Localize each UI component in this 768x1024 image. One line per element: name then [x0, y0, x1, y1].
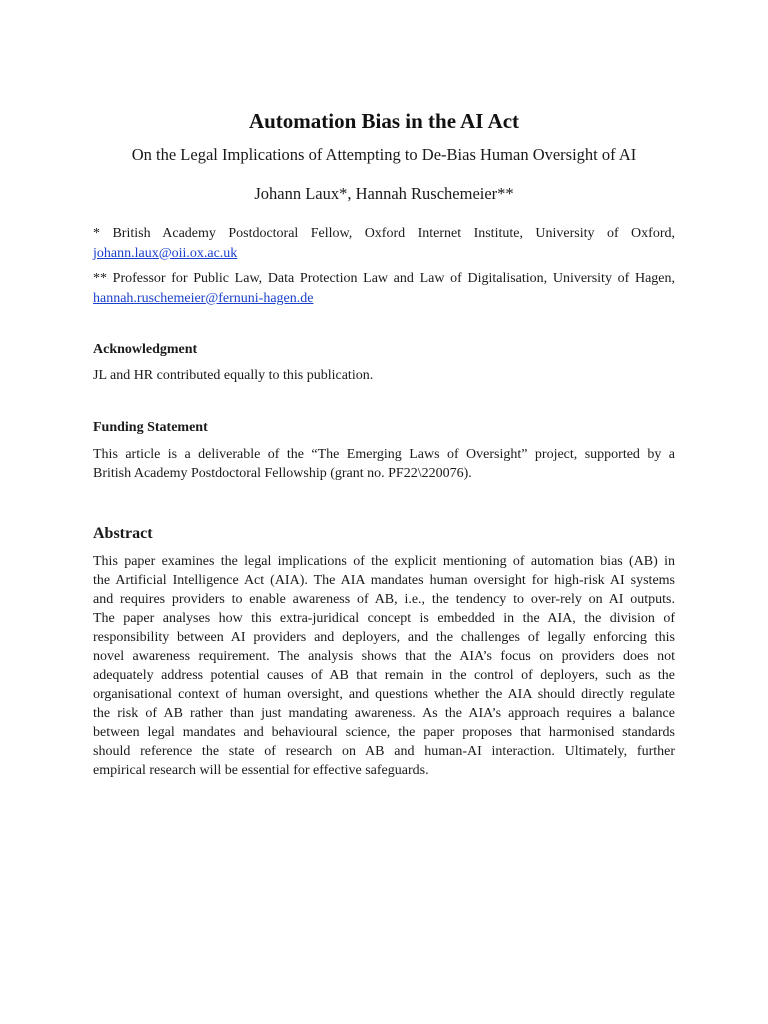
abstract-line: and requires providers to enable awareness of AB, i.e., the tendency to over-rely on AI outputs.	[93, 592, 675, 607]
affiliation-2	[93, 269, 675, 308]
abstract-line: empirical research will be essential for effective safeguards.	[93, 763, 429, 778]
abstract-line: should reference the state of research on AB and human-AI interaction. Ultimately, further	[93, 744, 675, 759]
email-link-2[interactable]: hannah.ruschemeier@fernuni-hagen.de	[93, 290, 314, 306]
abstract-line: The paper analyses how this extra-juridical concept is embedded in the AIA, the division of	[93, 611, 675, 626]
email-link-1[interactable]: johann.laux@oii.ox.ac.uk	[93, 245, 238, 261]
funding-body	[93, 445, 675, 483]
paper-title: Automation Bias in the AI Act	[248, 109, 520, 133]
affiliation-2-text: ** Professor for Public Law, Data Protection Law and Law of Digitalisation, University of Hagen,	[93, 271, 675, 286]
abstract-line: organisational context of human oversight, and questions whether the AIA should directly regulate	[93, 687, 675, 702]
affiliation-1	[93, 224, 675, 263]
abstract-heading: Abstract	[93, 525, 153, 542]
acknowledgment-heading: Acknowledgment	[93, 342, 198, 357]
paper-subtitle: On the Legal Implications of Attempting to De-Bias Human Oversight of AI	[131, 145, 637, 164]
abstract-line: between legal mandates and behavioural science, the paper proposes that harmonised standards	[93, 725, 675, 740]
abstract-body	[93, 552, 675, 780]
author-list: Johann Laux*, Hannah Ruschemeier**	[254, 184, 514, 203]
abstract-line: the Artificial Intelligence Act (AIA). The AIA mandates human oversight for high-risk AI systems	[93, 573, 675, 588]
abstract-line: the risk of AB rather than just mandating awareness. As the AIA’s approach requires a balance	[93, 706, 675, 721]
funding-line: This article is a deliverable of the “The Emerging Laws of Oversight” project, supported by a	[93, 447, 675, 462]
abstract-line: novel awareness requirement. The analysis shows that the AIA’s focus on providers does not	[93, 649, 675, 664]
affiliation-1-text: * British Academy Postdoctoral Fellow, Oxford Internet Institute, University of Oxford,	[93, 226, 675, 241]
funding-line: British Academy Postdoctoral Fellowship (grant no. PF22\220076).	[93, 466, 472, 481]
abstract-line: adequately address potential causes of AB that remain in the control of deployers, such as the	[93, 668, 675, 683]
abstract-line: This paper examines the legal implications of the explicit mentioning of automation bias (AB) in	[93, 554, 675, 569]
abstract-line: responsibility between AI providers and deployers, and the challenges of legally enforcing this	[93, 630, 675, 645]
acknowledgment-text: JL and HR contributed equally to this publication.	[93, 368, 374, 383]
acknowledgment-body	[93, 366, 675, 385]
funding-heading: Funding Statement	[93, 420, 208, 435]
